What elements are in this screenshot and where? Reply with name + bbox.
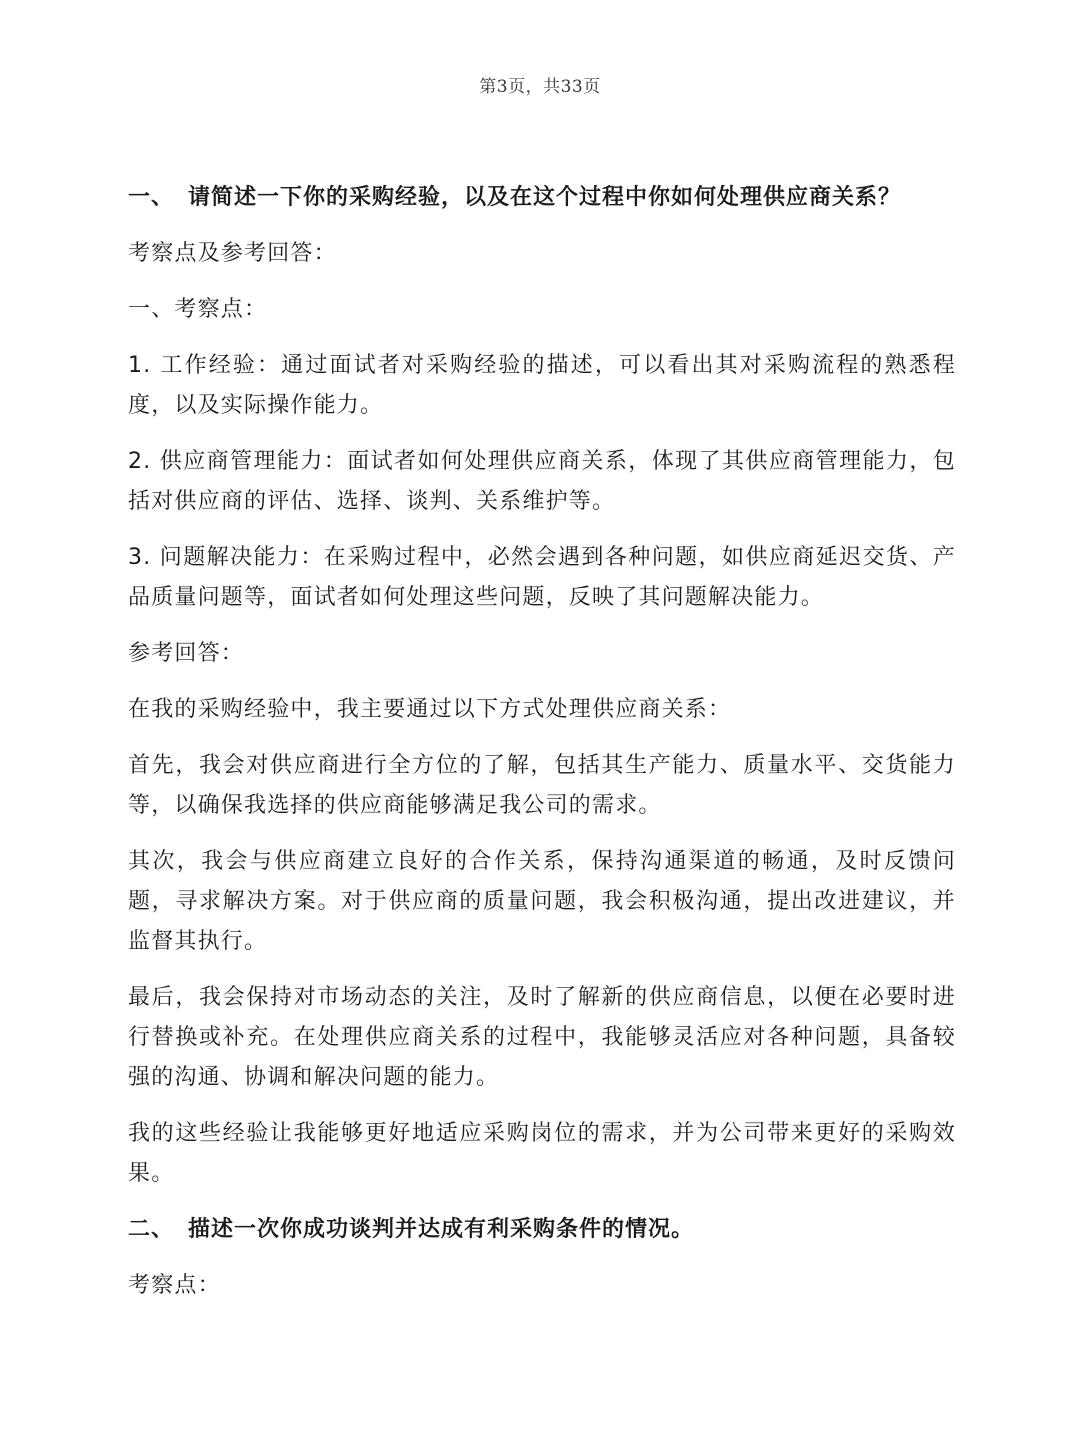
answer-intro: 在我的采购经验中，我主要通过以下方式处理供应商关系： xyxy=(128,697,732,722)
point-2: 2. 供应商管理能力：面试者如何处理供应商关系，体现了其供应商管理能力，包括对供应商的评估、选择、谈判、关系维护等。 xyxy=(128,449,956,514)
question-1-heading xyxy=(128,178,956,218)
question-2-heading xyxy=(128,1210,956,1250)
answer-last: 最后，我会保持对市场动态的关注，及时了解新的供应商信息，以便在必要时进行替换或补充。在处理供应商关系的过程中，我能够灵活应对各种问题，具备较强的沟通、协调和解决问题的能力。 xyxy=(128,985,956,1090)
question-1-title: 请简述一下你的采购经验，以及在这个过程中你如何处理供应商关系？ xyxy=(188,185,902,210)
question-2-number: 二、 xyxy=(128,1217,175,1242)
point-1: 1. 工作经验：通过面试者对采购经验的描述，可以看出其对采购流程的熟悉程度，以及实际操作能力。 xyxy=(128,353,956,418)
document-body xyxy=(128,178,956,1322)
question-2-label-points: 考察点： xyxy=(128,1273,221,1298)
page-indicator: 第3页，共33页 xyxy=(479,77,601,97)
label-points: 一、考察点： xyxy=(128,297,268,322)
point-3: 3. 问题解决能力：在采购过程中，必然会遇到各种问题，如供应商延迟交货、产品质量问题等，面试者如何处理这些问题，反映了其问题解决能力。 xyxy=(128,545,956,610)
answer-second: 其次，我会与供应商建立良好的合作关系，保持沟通渠道的畅通，及时反馈问题，寻求解决方案。对于供应商的质量问题，我会积极沟通，提出改进建议，并监督其执行。 xyxy=(128,849,956,954)
answer-first: 首先，我会对供应商进行全方位的了解，包括其生产能力、质量水平、交货能力等，以确保我选择的供应商能够满足我公司的需求。 xyxy=(128,753,956,818)
label-answer: 参考回答： xyxy=(128,641,245,666)
question-1-number: 一、 xyxy=(128,185,175,210)
question-2-title: 描述一次你成功谈判并达成有利采购条件的情况。 xyxy=(188,1217,695,1242)
label-points-and-answer: 考察点及参考回答： xyxy=(128,241,337,266)
answer-summary: 我的这些经验让我能够更好地适应采购岗位的需求，并为公司带来更好的采购效果。 xyxy=(128,1121,956,1186)
